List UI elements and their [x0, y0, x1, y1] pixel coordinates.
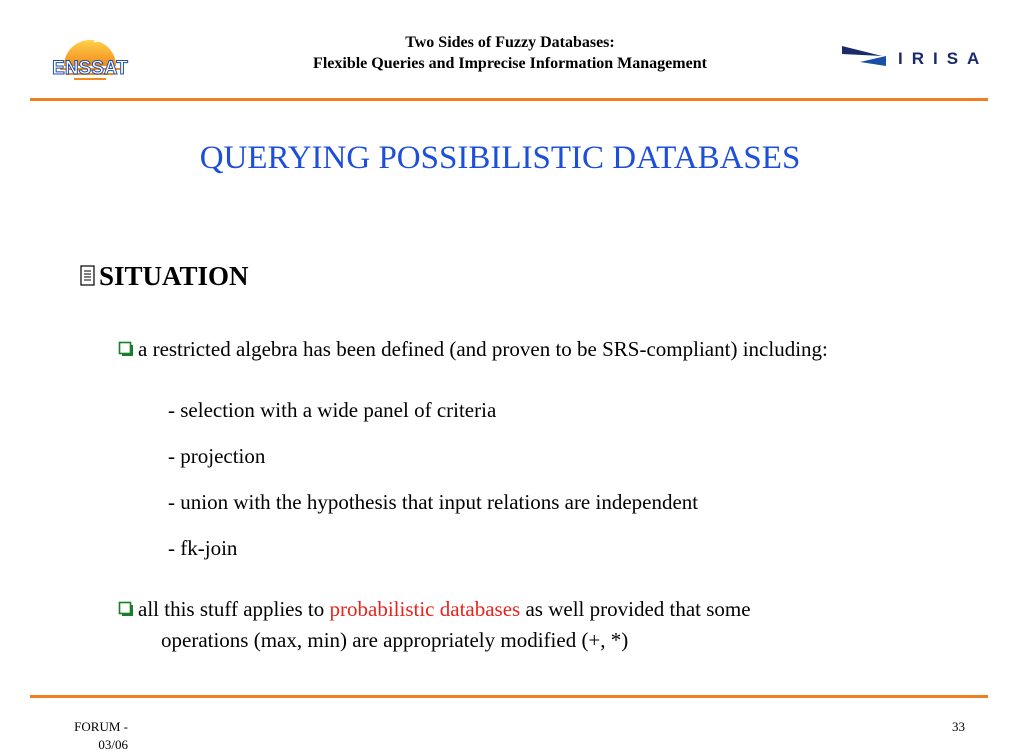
- page-number: 33: [952, 719, 965, 734]
- header-divider: [30, 98, 988, 101]
- bullet-probabilistic-line2: operations (max, min) are appropriately modified (+, *): [161, 628, 629, 652]
- enssat-logo: [36, 26, 144, 84]
- subitem-fk-join: - fk-join: [168, 536, 238, 560]
- bullet-probabilistic: [118, 594, 751, 656]
- checkbox-bullet-icon: [118, 601, 134, 617]
- section-heading-text: SITUATION: [99, 261, 249, 291]
- header-title-line1: Two Sides of Fuzzy Databases:: [405, 34, 615, 51]
- document-icon: [80, 265, 96, 287]
- footer-event-line1: FORUM -: [74, 719, 128, 734]
- footer-divider: [30, 695, 988, 698]
- subitem-projection: - projection: [168, 444, 266, 468]
- irisa-logo-text: IRISA: [898, 49, 989, 68]
- checkbox-bullet-icon: [118, 341, 134, 357]
- bullet-algebra: [118, 334, 828, 365]
- slide-title: QUERYING POSSIBILISTIC DATABASES: [199, 140, 801, 176]
- bullet-algebra-text: a restricted algebra has been defined (and proven to be SRS-compliant) including:: [138, 337, 828, 361]
- subitem-union: - union with the hypothesis that input relations are independent: [168, 490, 699, 514]
- probabilistic-databases-highlight: probabilistic databases: [329, 597, 521, 621]
- section-heading: [80, 258, 249, 294]
- footer-event: [60, 718, 128, 754]
- bullet-probabilistic-text-end: as well provided that some: [525, 597, 751, 621]
- irisa-logo: [840, 42, 990, 74]
- header-title-line2: Flexible Queries and Imprecise Information Management: [313, 55, 707, 72]
- header-title: [180, 32, 840, 74]
- subitem-selection: - selection with a wide panel of criteria: [168, 398, 497, 422]
- enssat-logo-text: ENSSAT: [52, 58, 128, 79]
- footer-event-line2: 03/06: [98, 737, 128, 752]
- bullet-probabilistic-text-start: all this stuff applies to: [138, 597, 325, 621]
